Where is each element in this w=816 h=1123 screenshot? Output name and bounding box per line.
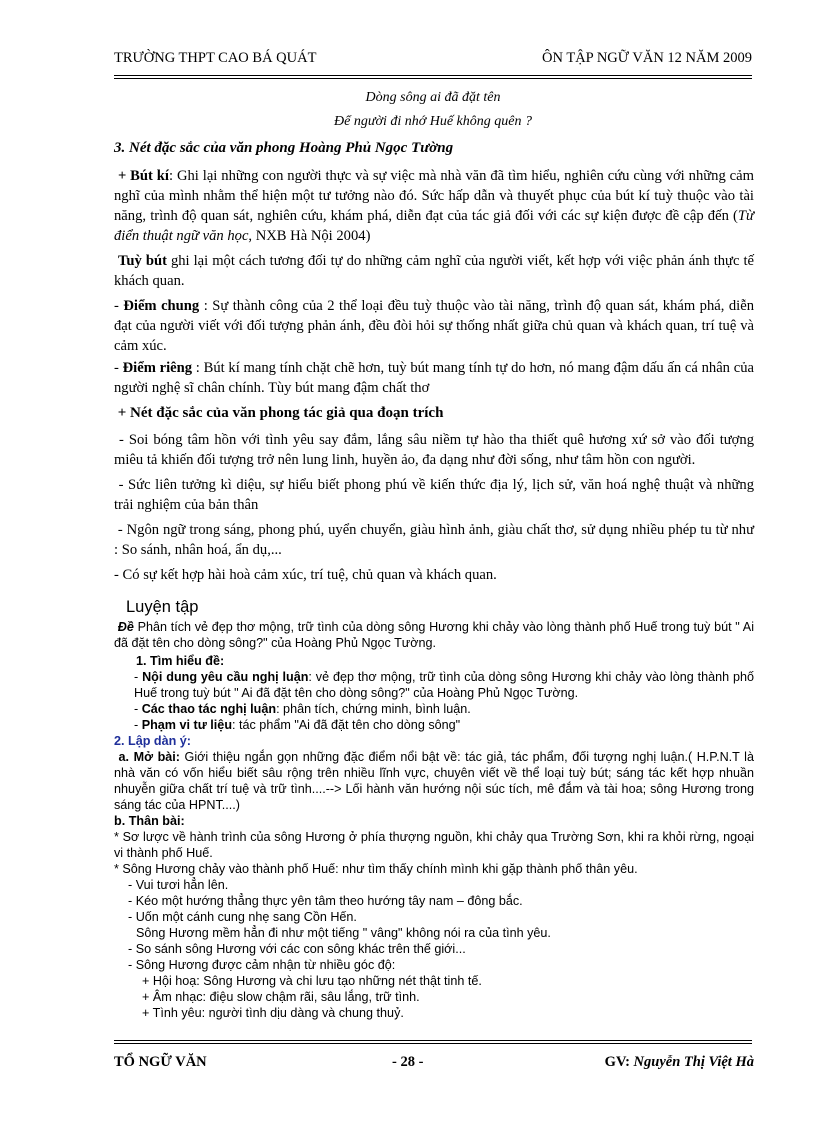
than-bai-label: b. Thân bài: [114, 814, 185, 828]
paragraph-diem-chung [114, 296, 754, 356]
point-1-text: - Soi bóng tâm hồn với tình yêu say đắm, lắng sâu niềm tự hào tha thiết quê hương xứ sở vào đối tượng miêu tả khiến đối tượng trở nên lung linh, huyền ảo, đa dạng như đời sống, như tâm hồn con người. [114, 432, 754, 468]
practice-heading: Luyện tập [126, 598, 199, 616]
point-3-text: - Ngôn ngữ trong sáng, phong phú, uyển chuyển, giàu hình ảnh, giàu chất thơ, sử dụng nhiều phép tu từ như : So sánh, nhân hoá, ẩn dụ,... [114, 522, 754, 558]
tuy-but-text: ghi lại một cách tương đối tự do những cảm nghĩ của người viết, kết hợp với việc phản ánh thực tế khách quan. [114, 253, 754, 289]
paragraph-tuy-but [114, 251, 754, 291]
school-name: TRƯỜNG THPT CAO BÁ QUÁT [114, 50, 317, 66]
sub-item-5: - Sông Hương được cảm nhận từ nhiều góc độ: [128, 958, 396, 972]
tt-label: Các thao tác nghị luận [141, 702, 277, 716]
tt-prefix: - [134, 702, 142, 716]
diem-chung-label: Điểm chung [123, 298, 200, 314]
pv-label: Phạm vi tư liệu [141, 718, 233, 732]
de-text: Phân tích vẻ đẹp thơ mộng, trữ tình của dòng sông Hương khi chảy vào lòng thành phố Huế trong tuỳ bút " Ai đã đặt tên cho dòng sông?" của Hoàng Phủ Ngọc Tường. [114, 620, 755, 650]
sub-item-3: - Uốn một cánh cung nhẹ sang Cồn Hến. [128, 910, 357, 924]
diem-rieng-label: Điểm riêng [122, 360, 193, 376]
section-3 [114, 138, 754, 590]
but-ki-label: + Bút kí [117, 168, 169, 184]
page-header [114, 50, 752, 67]
gv-name: Nguyễn Thị Việt Hà [633, 1054, 754, 1070]
point-4: - Có sự kết hợp hài hoà cảm xúc, trí tuệ, chủ quan và khách quan. [114, 567, 497, 583]
page-number: - 28 - [392, 1054, 424, 1070]
plus-item-1: + Hội hoạ: Sông Hương và chi lưu tạo những nét thật tinh tế. [142, 974, 482, 988]
de-label: Đề [117, 620, 134, 634]
sub-heading-text: + Nét đặc sắc của văn phong tác giả qua đoạn trích [117, 405, 444, 421]
star-2: * Sông Hương chảy vào thành phố Huế: như tìm thấy chính mình khi gặp thành phố thân yêu. [114, 862, 638, 876]
practice-section [114, 597, 754, 1021]
but-ki-source: Từ điển thuật ngữ văn học [114, 208, 754, 244]
point-1 [114, 430, 754, 470]
sub-item-1: - Vui tươi hẳn lên. [128, 878, 229, 892]
diem-rieng-prefix: - [114, 360, 123, 376]
pv-text: : tác phẩm "Ai đã đặt tên cho dòng sông" [232, 718, 461, 732]
mo-bai-text: Giới thiệu ngắn gọn những đặc điểm nổi bật về: tác giả, tác phẩm, đối tượng nghị luận.( H.P.N.T là nhà văn có vốn hiểu biết sâu rộng trên nhiều lĩnh vực, chuyên viết về thể loại tuỳ bút; sáng tác kết hợp nhuần nhuyễn giữa chất trí tuệ và trữ tình....--> Lối hành văn hướng nội súc tích, mê đắm và tài hoa; sông Hương trong sáng tác của HPNT....) [114, 750, 754, 812]
plus-item-3: + Tình yêu: người tình dịu dàng và chung thuỷ. [142, 1006, 404, 1020]
step-2: 2. Lập dàn ý: [114, 734, 191, 748]
diem-chung-prefix: - [114, 298, 124, 314]
nd-text: : vẻ đẹp thơ mộng, trữ tình của dòng sông Hương khi chảy vào lòng thành phố Huế trong tuỳ bút " Ai đã đặt tên cho dòng sông?" của Hoàng Phủ Ngọc Tường. [134, 670, 754, 700]
gv-label: GV: [604, 1054, 634, 1070]
de-paragraph [114, 619, 754, 651]
point-2 [114, 475, 754, 515]
sub-item-4: - So sánh sông Hương với các con sông khác trên thế giới... [128, 942, 466, 956]
step-1: 1. Tìm hiểu đề: [136, 654, 225, 668]
mo-bai [114, 749, 754, 813]
plus-item-2: + Âm nhạc: điệu slow chậm rãi, sâu lắng, trữ tình. [142, 990, 420, 1004]
point-3 [114, 520, 754, 560]
document-title: ÔN TẬP NGỮ VĂN 12 NĂM 2009 [542, 50, 752, 66]
nd-label: Nội dung yêu cầu nghị luận [142, 670, 309, 684]
poem-line-1: Dòng sông ai đã đặt tên [365, 90, 501, 105]
but-ki-text: : Ghi lại những con người thực và sự việc mà nhà văn đã tìm hiểu, nghiên cứu cùng với những cảm nghĩ của mình nhằm thể hiện một tư tưởng nào đó. Sức hấp dẫn và thuyết phục của bút kí tuỳ thuộc vào tài năng, trình độ quan sát, nghiên cứu, khám phá, diễn đạt của tác giả đối với các sự kiện được đề cập đến ( [114, 168, 754, 224]
tt-text: : phân tích, chứng minh, bình luận. [276, 702, 471, 716]
footer-dept: TỔ NGỮ VĂN [114, 1054, 207, 1070]
paragraph-but-ki [114, 166, 754, 246]
mo-bai-label: a. Mở bài: [118, 750, 180, 764]
vang-line: Sông Hương mềm hẳn đi như một tiếng " vâng" không nói ra của tình yêu. [136, 926, 551, 940]
pv-prefix: - [134, 718, 142, 732]
footer-teacher [605, 1054, 754, 1071]
nd-prefix: - [134, 670, 143, 684]
but-ki-tail: , NXB Hà Nội 2004) [248, 228, 371, 244]
sub-item-2: - Kéo một hướng thẳng thực yên tâm theo hướng tây nam – đông bắc. [128, 894, 523, 908]
noi-dung [114, 669, 754, 701]
poem-line-2: Để người đi nhớ Huế không quên ? [334, 114, 532, 129]
diem-rieng-text: : Bút kí mang tính chặt chẽ hơn, tuỳ bút mang tính tự do hơn, nó mang đậm dấu ấn cá nhân của người nghệ sĩ chân chính. Tùy bút mang đậm chất thơ [114, 360, 754, 396]
pham-vi [114, 717, 754, 733]
thao-tac [114, 701, 754, 717]
diem-chung-text: : Sự thành công của 2 thể loại đều tuỳ thuộc vào tài năng, trình độ quan sát, khám phá, diễn đạt của người viết với đối tượng phản ánh, đều đòi hỏi sự thống nhất giữa chủ quan và khách quan, trí tuệ và cảm xúc. [114, 298, 755, 354]
paragraph-diem-rieng [114, 358, 754, 398]
sub-heading [114, 403, 754, 423]
section-3-heading: 3. Nét đặc sắc của văn phong Hoàng Phủ Ngọc Tường [114, 140, 454, 156]
tuy-but-label: Tuỳ bút [118, 253, 167, 269]
point-2-text: - Sức liên tưởng kì diệu, sự hiểu biết phong phú về kiến thức địa lý, lịch sử, văn hoá nghệ thuật và những trải nghiệm của bản thân [114, 477, 754, 513]
star-1: * Sơ lược về hành trình của sông Hương ở phía thượng nguồn, khi chảy qua Trường Sơn, khi ra khỏi rừng, ngoại vi thành phố Huế. [114, 830, 754, 860]
